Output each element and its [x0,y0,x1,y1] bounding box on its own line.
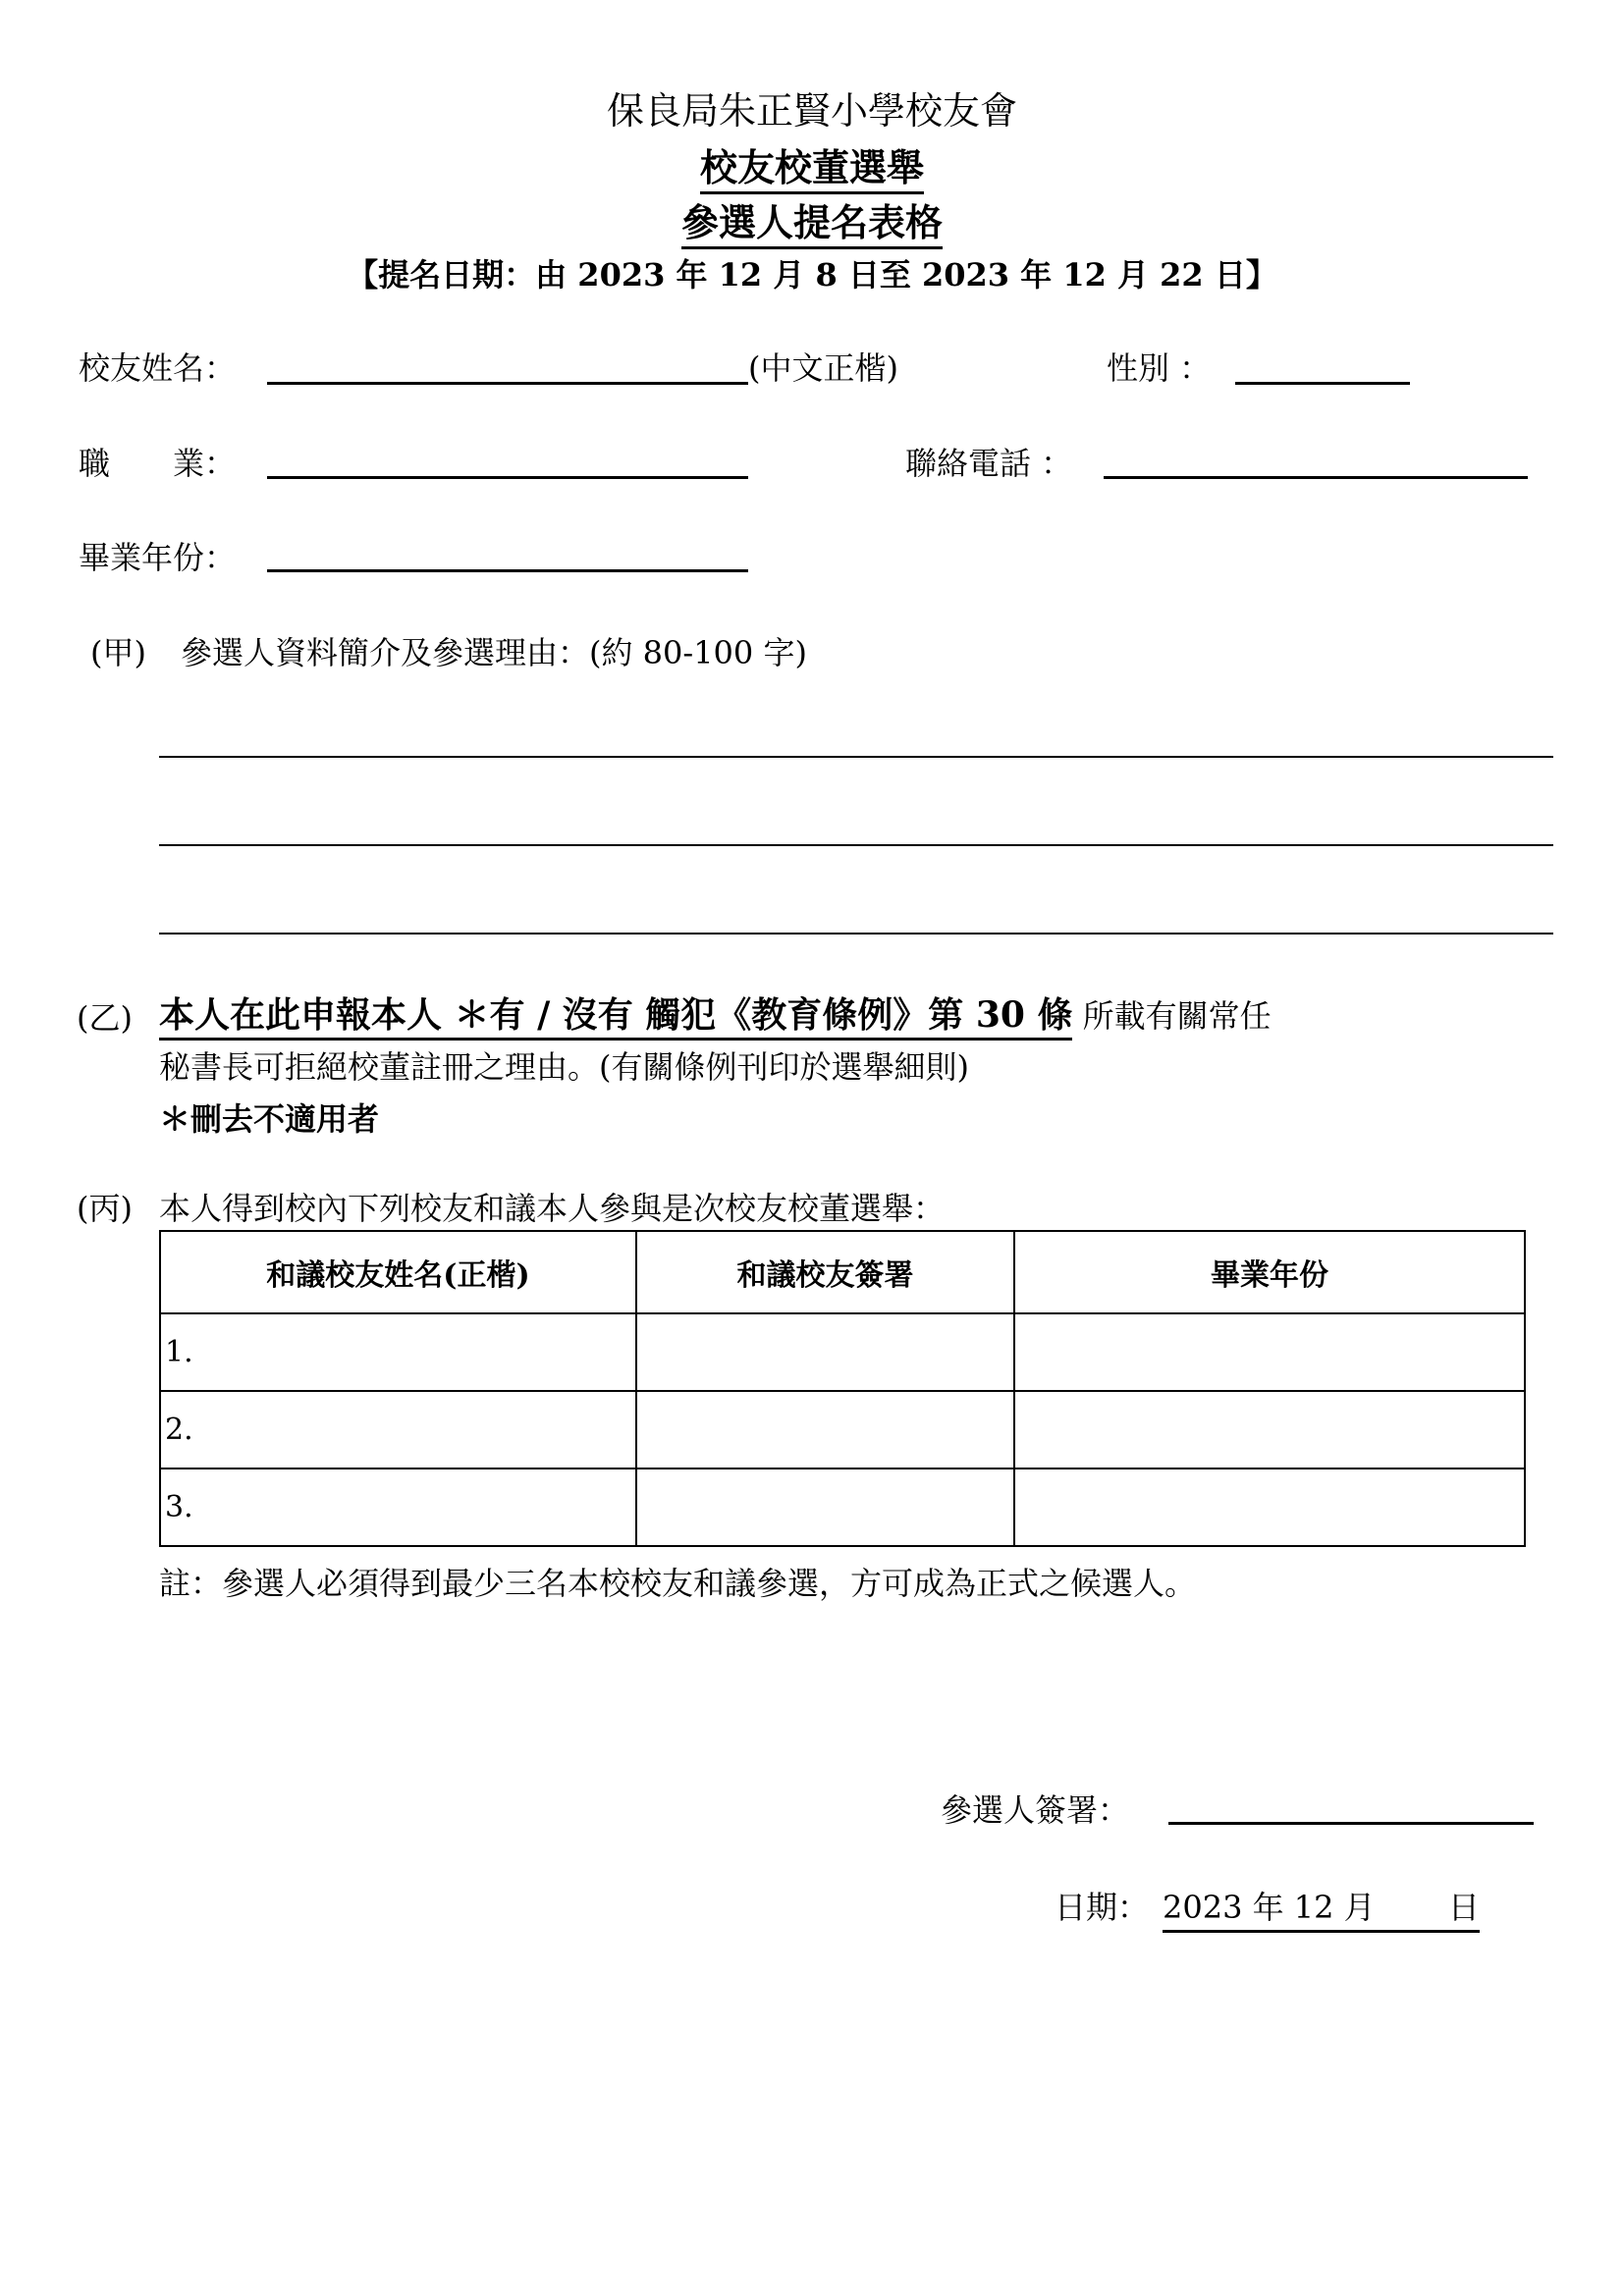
declaration-text: 本人在此申報本人 ＊有 / 沒有 觸犯《教育條例》第 30 條 [159,994,1072,1041]
writing-line-1[interactable] [159,756,1553,758]
section-c-marker: (丙) [77,1190,133,1227]
seconder-table [159,1230,1526,1547]
seconder-signature-cell[interactable] [636,1313,1014,1391]
writing-line-2[interactable] [159,844,1553,846]
date-field[interactable]: 2023 年 12 月 日 [1163,1883,1480,1933]
section-b-note: ＊刪去不適用者 [159,1100,380,1138]
form-title-text: 校友校董選舉 [700,145,924,194]
alumni-name-field[interactable] [267,382,748,385]
section-a-marker: (甲) [90,634,146,671]
seconder-year-cell[interactable] [1014,1391,1525,1468]
section-b-line1 [159,988,1272,1038]
seconder-name-cell[interactable]: 2. [160,1391,636,1468]
contact-label: 聯絡電話 ： [905,445,1073,482]
alumni-name-label: 校友姓名： [79,349,237,387]
date-label: 日期： [1055,1889,1150,1926]
table-row [160,1313,1525,1391]
form-subtitle-text: 參選人提名表格 [681,200,943,249]
table-footnote: 註：參選人必須得到最少三名本校校友和議參選，方可成為正式之候選人。 [159,1565,1197,1602]
section-a-text: 參選人資料簡介及參選理由：(約 80-100 字) [181,634,807,671]
occupation-field[interactable] [267,476,748,479]
signature-field[interactable] [1168,1822,1534,1825]
seconder-name-cell[interactable]: 1. [160,1313,636,1391]
occupation-label: 職 業： [79,445,237,482]
table-header-name: 和議校友姓名(正楷) [160,1231,636,1313]
seconder-name-cell[interactable]: 3. [160,1468,636,1546]
form-title [0,137,1624,191]
seconder-year-cell[interactable] [1014,1468,1525,1546]
section-b-marker: (乙) [77,999,133,1037]
organization-name: 保良局朱正賢小學校友會 [606,89,1017,133]
table-header-graduation-year: 畢業年份 [1014,1231,1525,1313]
graduation-year-field[interactable] [267,569,748,572]
table-header-signature: 和議校友簽署 [636,1231,1014,1313]
seconder-signature-cell[interactable] [636,1391,1014,1468]
graduation-year-label: 畢業年份： [79,539,237,576]
table-header-row [160,1231,1525,1313]
section-b-line2: 秘書長可拒絕校董註冊之理由。(有關條例刊印於選舉細則) [159,1048,969,1086]
signature-label: 參選人簽署： [941,1791,1130,1829]
form-subtitle [0,192,1624,246]
declaration-tail: 所載有關常任 [1072,997,1272,1035]
table-row [160,1468,1525,1546]
gender-label: 性別 ： [1107,349,1212,387]
table-row [160,1391,1525,1468]
seconder-year-cell[interactable] [1014,1313,1525,1391]
gender-field[interactable] [1235,382,1410,385]
writing-line-3[interactable] [159,933,1553,934]
section-c-text: 本人得到校內下列校友和議本人參與是次校友校董選舉： [159,1190,946,1227]
contact-field[interactable] [1104,476,1528,479]
nomination-period: 【提名日期：由 2023 年 12 月 8 日至 2023 年 12 月 22 日】 [347,256,1277,294]
alumni-name-hint: (中文正楷) [748,349,898,387]
seconder-signature-cell[interactable] [636,1468,1014,1546]
